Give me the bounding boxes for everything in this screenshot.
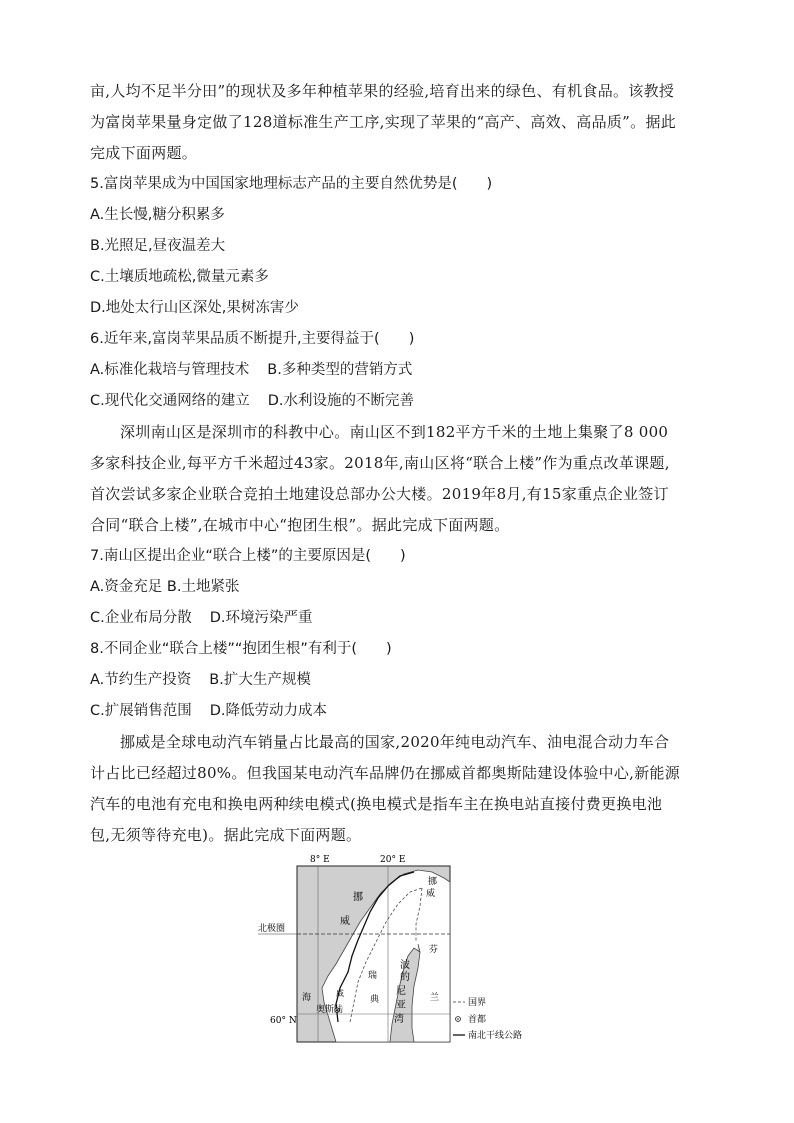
question-6-option-d: D.水利设施的不断完善 bbox=[267, 393, 415, 409]
passage2-line-2: 多家科技企业,每平方千米超过43家。2018年,南山区将“联合上楼”作为重点改革课题, bbox=[90, 454, 670, 472]
question-6-option-c: C.现代化交通网络的建立 bbox=[90, 393, 250, 409]
passage2-line-4: 合同“联合上楼”,在城市中心“抱团生根”。据此完成下面两题。 bbox=[90, 516, 510, 534]
label-baltic-4: 亚 bbox=[396, 1000, 406, 1011]
passage1-line-1: 亩,人均不足半分田”的现状及多年种植苹果的经验,培育出来的绿色、有机食品。该教授 bbox=[90, 82, 675, 100]
question-6-option-a: A.标准化栽培与管理技术 bbox=[90, 362, 250, 378]
label-oslo-1: 威 bbox=[336, 989, 344, 998]
question-8-options-cd bbox=[90, 696, 710, 727]
label-region-1: 挪 bbox=[428, 877, 438, 887]
question-8-option-b: B.扩大生产规模 bbox=[209, 672, 311, 688]
question-5-stem: 5.富岗苹果成为中国国家地理标志产品的主要自然优势是( ) bbox=[90, 176, 493, 192]
question-8-options-ab bbox=[90, 665, 710, 696]
legend-capital-dot bbox=[457, 1018, 459, 1020]
passage2-line-3: 首次尝试多家企业联合竞拍土地建设总部办公大楼。2019年8月,有15家重点企业签订 bbox=[90, 485, 669, 503]
label-region-2: 威 bbox=[426, 889, 436, 899]
question-8-stem: 8.不同企业“联合上楼”“抱团生根”有利于( ) bbox=[90, 641, 392, 657]
question-8-option-c: C.扩展销售范围 bbox=[90, 703, 192, 719]
label-baltic-1: 波 bbox=[400, 960, 410, 971]
passage3-line-4: 包,无须等待充电)。据此完成下面两题。 bbox=[90, 826, 362, 844]
question-5-option-a: A.生长慢,糖分积累多 bbox=[90, 207, 225, 223]
exam-page bbox=[90, 76, 710, 851]
lon-label-8e: 8° E bbox=[310, 855, 330, 865]
label-baltic-3: 尼 bbox=[396, 986, 406, 997]
legend-border-label: 国界 bbox=[468, 998, 487, 1008]
label-norway-2: 威 bbox=[340, 916, 350, 927]
legend-capital-label: 首都 bbox=[468, 1015, 487, 1025]
question-7-stem: 7.南山区提出企业“联合上楼”的主要原因是( ) bbox=[90, 548, 406, 564]
label-baltic-5: 湾 bbox=[394, 1014, 404, 1025]
label-norway-1: 挪 bbox=[353, 892, 363, 903]
question-8-option-a: A.节约生产投资 bbox=[90, 672, 192, 688]
label-sweden-2: 典 bbox=[370, 995, 380, 1005]
label-sea: 海 bbox=[302, 993, 312, 1003]
lon-label-20e: 20° E bbox=[380, 855, 406, 865]
passage1-line-2: 为富岗苹果量身定做了128道标准生产工序,实现了苹果的“高产、高效、高品质”。据此 bbox=[90, 113, 677, 131]
question-6-options-cd bbox=[90, 386, 710, 417]
question-6-stem: 6.近年来,富岗苹果品质不断提升,主要得益于( ) bbox=[90, 331, 415, 347]
map-svg bbox=[240, 852, 560, 1052]
passage3-line-2: 计占比已经超过80%。但我国某电动汽车品牌仍在挪威首都奥斯陆建设体验中心,新能源 bbox=[90, 764, 681, 782]
passage3-line-3: 汽车的电池有充电和换电两种续电模式(换电模式是指车主在换电站直接付费更换电池 bbox=[90, 795, 663, 813]
arctic-circle-label: 北极圈 bbox=[258, 924, 286, 934]
question-7-option-c: C.企业布局分散 bbox=[90, 610, 192, 626]
question-5-option-b: B.光照足,昼夜温差大 bbox=[90, 238, 226, 254]
label-baltic-2: 的 bbox=[400, 972, 410, 983]
label-finland-2: 兰 bbox=[430, 993, 440, 1003]
passage2-line-1: 深圳南山区是深圳市的科教中心。南山区不到182平方千米的土地上集聚了8 000 bbox=[120, 423, 669, 441]
question-7-options-cd bbox=[90, 603, 710, 634]
question-6-options-ab bbox=[90, 355, 710, 386]
legend-road-label: 南北干线公路 bbox=[468, 1031, 523, 1041]
scandinavia-map bbox=[240, 852, 560, 1052]
lat-label-60n: 60° N bbox=[270, 1016, 297, 1026]
question-8-option-d: D.降低劳动力成本 bbox=[209, 703, 328, 719]
question-7-option-d: D.环境污染严重 bbox=[209, 610, 313, 626]
label-oslo: 奥斯陆 bbox=[316, 1005, 344, 1015]
passage1-line-3: 完成下面两题。 bbox=[90, 144, 198, 162]
question-5-option-c: C.土壤质地疏松,微量元素多 bbox=[90, 269, 269, 285]
passage3-line-1: 挪威是全球电动汽车销量占比最高的国家,2020年纯电动汽车、油电混合动力车合 bbox=[120, 733, 670, 751]
question-5-option-d: D.地处太行山区深处,果树冻害少 bbox=[90, 300, 299, 316]
question-6-option-b: B.多种类型的营销方式 bbox=[267, 362, 413, 378]
label-sweden-1: 瑞 bbox=[368, 971, 378, 981]
question-7-options-ab: A.资金充足 B.土地紧张 bbox=[90, 579, 240, 595]
label-finland-1: 芬 bbox=[429, 945, 439, 955]
